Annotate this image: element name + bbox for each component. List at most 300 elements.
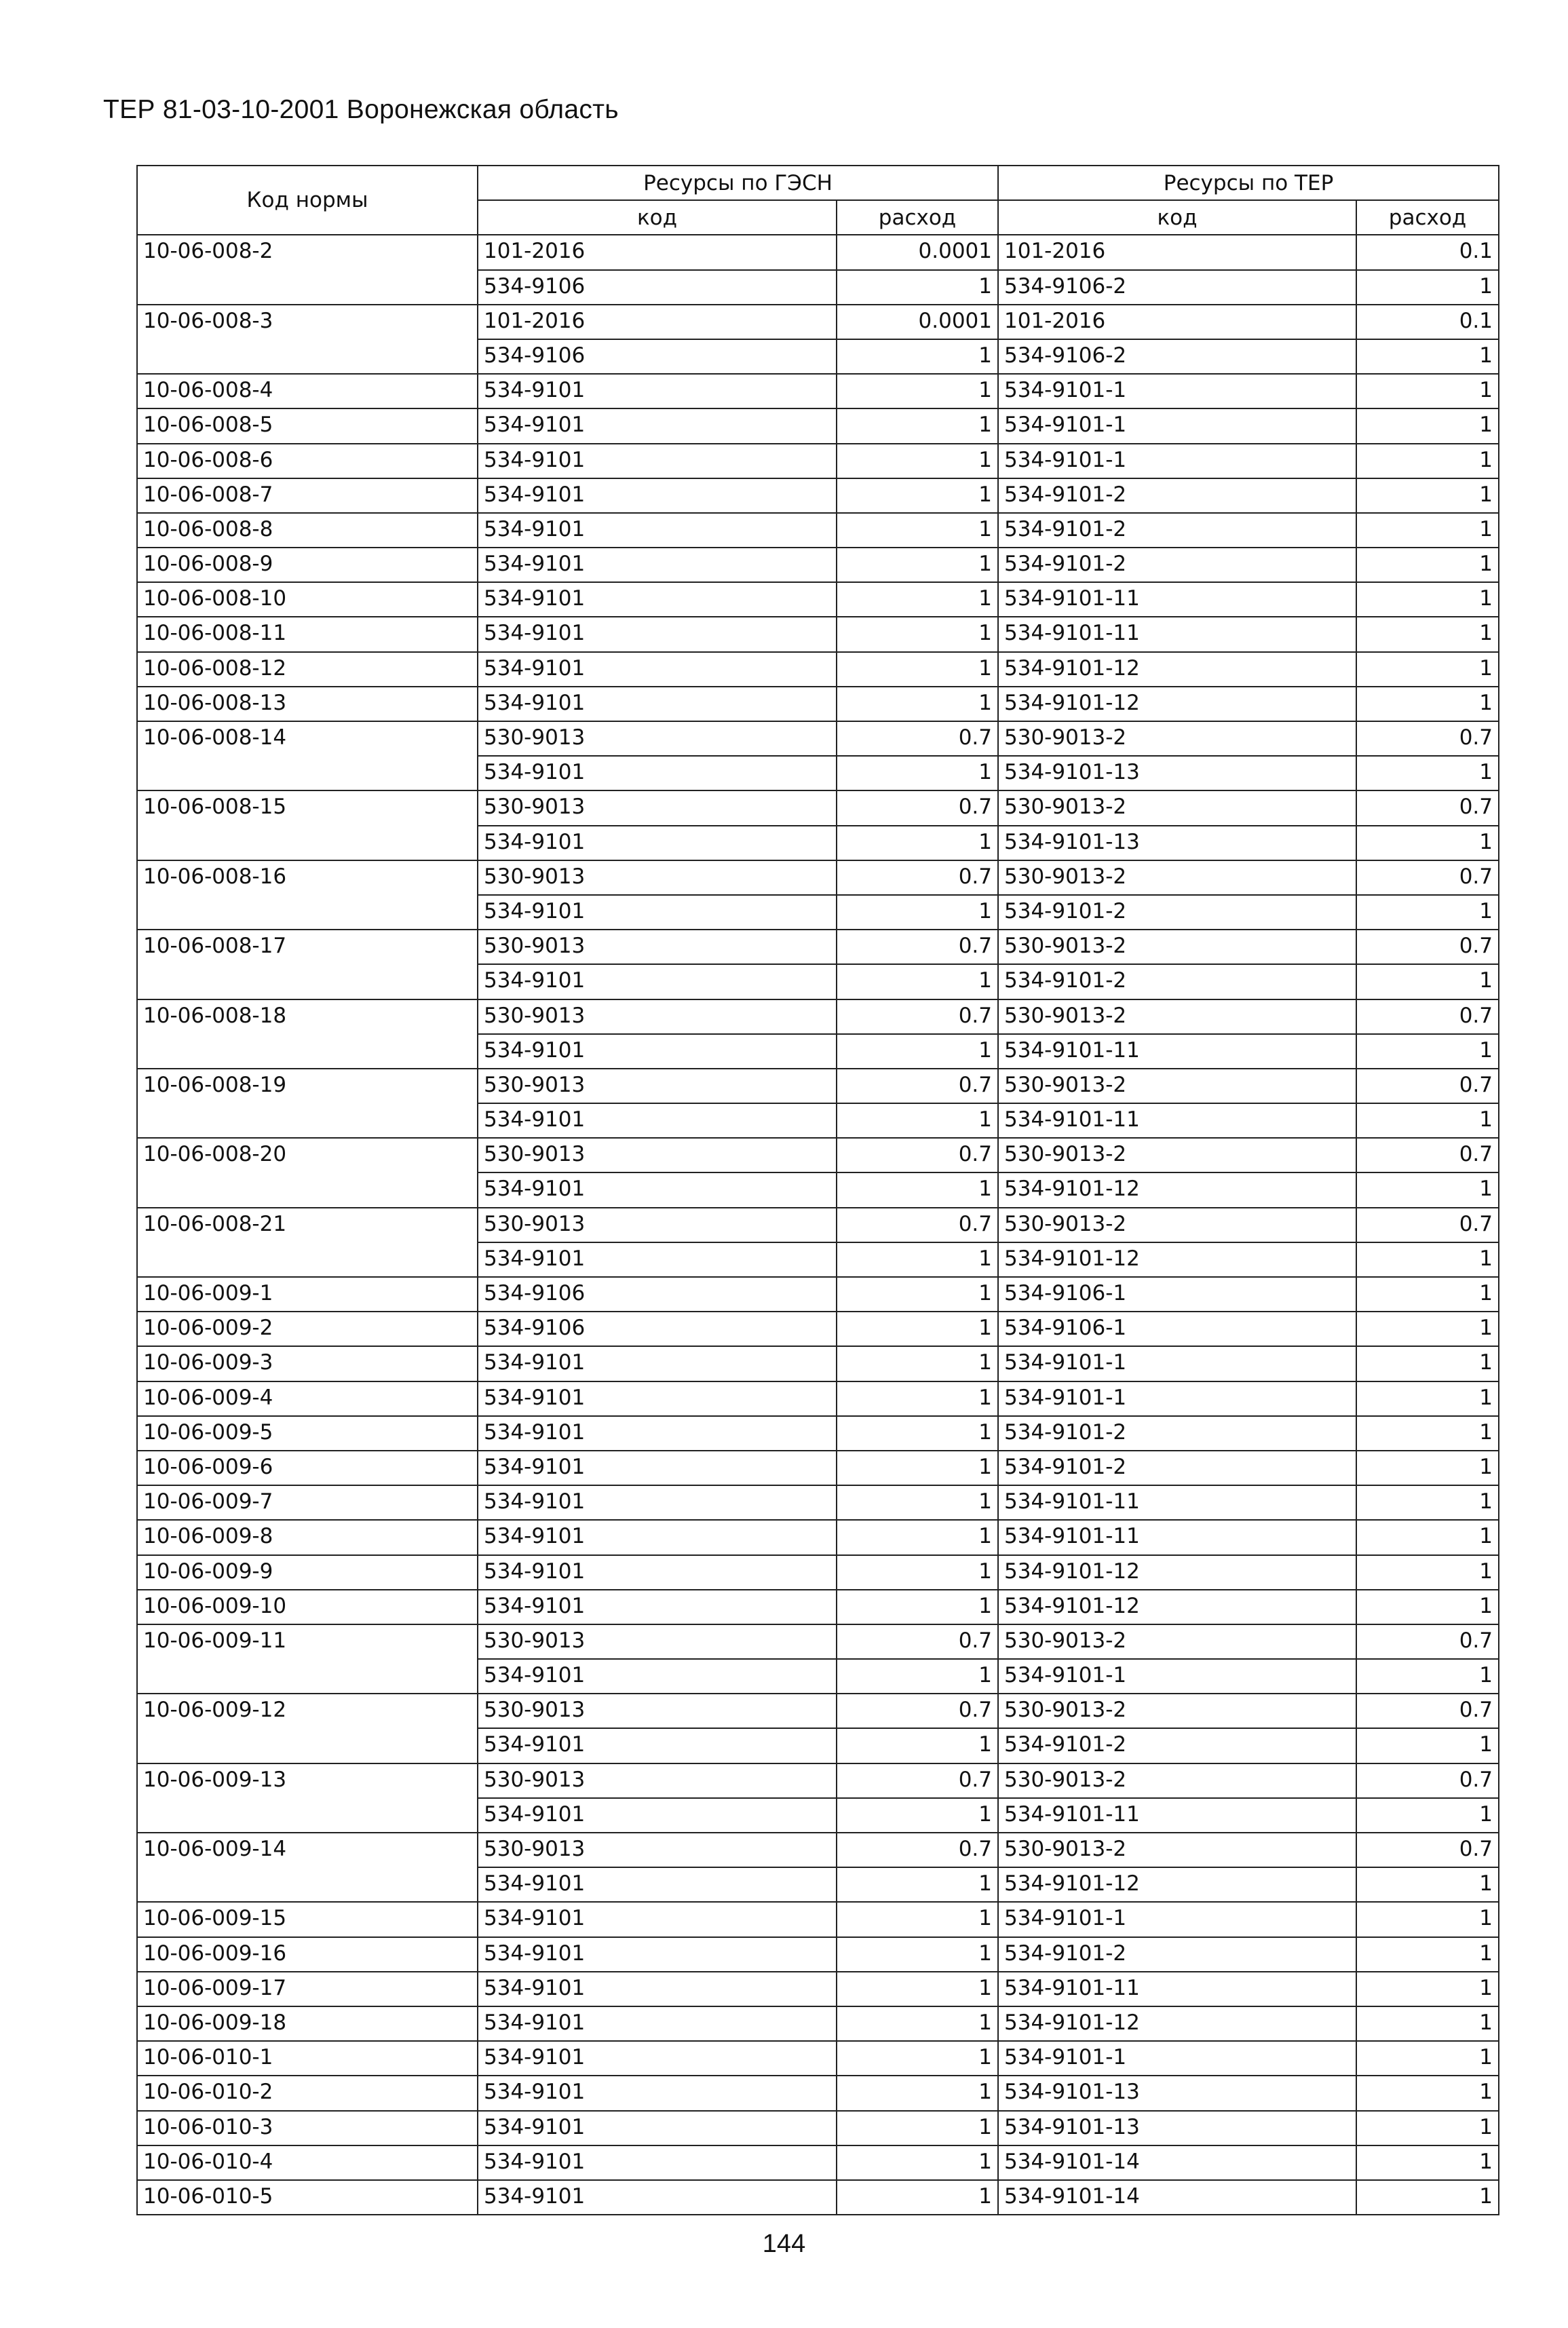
- gesn-code-cell: 534-9101: [478, 1972, 837, 2006]
- ter-consumption-cell: 1: [1356, 617, 1499, 651]
- gesn-consumption-cell: 1: [837, 1867, 998, 1902]
- ter-consumption-cell: 0.7: [1356, 790, 1499, 825]
- ter-code-cell: 534-9101-1: [998, 1381, 1356, 1416]
- header-norm-code: Код нормы: [137, 166, 478, 235]
- table-row: [137, 513, 1499, 548]
- ter-consumption-cell: 0.7: [1356, 860, 1499, 895]
- ter-consumption-cell: 1: [1356, 1867, 1499, 1902]
- gesn-consumption-cell: 1: [837, 1972, 998, 2006]
- ter-consumption-cell: 1: [1356, 1972, 1499, 2006]
- ter-code-cell: 530-9013-2: [998, 1624, 1356, 1659]
- table-row: [137, 444, 1499, 478]
- table-row: [137, 1520, 1499, 1554]
- norm-code-cell: 10-06-009-17: [137, 1972, 478, 2006]
- norm-code-cell: 10-06-009-7: [137, 1485, 478, 1520]
- norm-code-cell: 10-06-009-10: [137, 1590, 478, 1624]
- norm-code-cell: 10-06-009-9: [137, 1555, 478, 1590]
- gesn-code-cell: 534-9101: [478, 2111, 837, 2145]
- gesn-consumption-cell: 1: [837, 374, 998, 408]
- table-row: [137, 1624, 1499, 1659]
- ter-code-cell: 534-9101-11: [998, 1103, 1356, 1138]
- ter-consumption-cell: 1: [1356, 2111, 1499, 2145]
- gesn-consumption-cell: 0.7: [837, 860, 998, 895]
- gesn-code-cell: 534-9101: [478, 1937, 837, 1972]
- norm-code-cell: 10-06-009-2: [137, 1312, 478, 1346]
- gesn-code-cell: 534-9101: [478, 2145, 837, 2180]
- ter-code-cell: 534-9101-1: [998, 408, 1356, 443]
- ter-code-cell: 534-9106-2: [998, 270, 1356, 305]
- gesn-consumption-cell: 1: [837, 1451, 998, 1485]
- ter-code-cell: 530-9013-2: [998, 1763, 1356, 1798]
- gesn-code-cell: 534-9101: [478, 1520, 837, 1554]
- gesn-consumption-cell: 1: [837, 444, 998, 478]
- norm-code-cell: 10-06-008-18: [137, 999, 478, 1069]
- gesn-code-cell: 534-9101: [478, 548, 837, 582]
- ter-code-cell: 534-9101-12: [998, 1172, 1356, 1207]
- ter-consumption-cell: 1: [1356, 1172, 1499, 1207]
- table-row: [137, 2076, 1499, 2110]
- gesn-code-cell: 530-9013: [478, 1208, 837, 1242]
- ter-consumption-cell: 1: [1356, 478, 1499, 513]
- norm-code-cell: 10-06-008-17: [137, 930, 478, 999]
- gesn-code-cell: 530-9013: [478, 1694, 837, 1728]
- header-ter-consumption: расход: [1356, 200, 1499, 235]
- norm-code-cell: 10-06-008-12: [137, 652, 478, 687]
- norm-code-cell: 10-06-008-8: [137, 513, 478, 548]
- ter-code-cell: 534-9101-11: [998, 1520, 1356, 1554]
- ter-consumption-cell: 1: [1356, 1659, 1499, 1694]
- norm-code-cell: 10-06-008-6: [137, 444, 478, 478]
- gesn-code-cell: 534-9101: [478, 756, 837, 790]
- norm-code-cell: 10-06-008-14: [137, 721, 478, 790]
- ter-consumption-cell: 1: [1356, 1485, 1499, 1520]
- ter-code-cell: 534-9101-2: [998, 1937, 1356, 1972]
- ter-code-cell: 530-9013-2: [998, 930, 1356, 964]
- gesn-code-cell: 101-2016: [478, 305, 837, 339]
- table-header: [137, 166, 1499, 235]
- ter-consumption-cell: 0.7: [1356, 1138, 1499, 1172]
- ter-code-cell: 534-9101-11: [998, 1798, 1356, 1833]
- gesn-code-cell: 534-9101: [478, 1485, 837, 1520]
- page-number: 144: [762, 2230, 806, 2258]
- ter-consumption-cell: 1: [1356, 1798, 1499, 1833]
- gesn-consumption-cell: 1: [837, 582, 998, 617]
- ter-code-cell: 534-9101-1: [998, 2041, 1356, 2076]
- gesn-code-cell: 534-9101: [478, 1416, 837, 1451]
- gesn-code-cell: 534-9101: [478, 2041, 837, 2076]
- gesn-consumption-cell: 1: [837, 687, 998, 721]
- table-row: [137, 687, 1499, 721]
- gesn-consumption-cell: 0.0001: [837, 305, 998, 339]
- gesn-code-cell: 530-9013: [478, 999, 837, 1034]
- gesn-code-cell: 534-9101: [478, 1902, 837, 1936]
- table-row: [137, 1451, 1499, 1485]
- gesn-consumption-cell: 1: [837, 1277, 998, 1312]
- ter-consumption-cell: 1: [1356, 2006, 1499, 2041]
- norm-code-cell: 10-06-008-15: [137, 790, 478, 860]
- norm-code-cell: 10-06-009-5: [137, 1416, 478, 1451]
- ter-consumption-cell: 1: [1356, 652, 1499, 687]
- ter-consumption-cell: 1: [1356, 1902, 1499, 1936]
- ter-code-cell: 534-9101-1: [998, 1659, 1356, 1694]
- norm-code-cell: 10-06-008-13: [137, 687, 478, 721]
- gesn-code-cell: 534-9106: [478, 1277, 837, 1312]
- gesn-consumption-cell: 0.7: [837, 1138, 998, 1172]
- header-row-top: [137, 166, 1499, 200]
- gesn-consumption-cell: 1: [837, 2111, 998, 2145]
- ter-consumption-cell: 1: [1356, 374, 1499, 408]
- gesn-consumption-cell: 1: [837, 2145, 998, 2180]
- gesn-consumption-cell: 1: [837, 270, 998, 305]
- ter-consumption-cell: 0.7: [1356, 1833, 1499, 1867]
- table-row: [137, 999, 1499, 1034]
- norm-code-cell: 10-06-010-2: [137, 2076, 478, 2110]
- table-row: [137, 1138, 1499, 1172]
- gesn-code-cell: 534-9101: [478, 687, 837, 721]
- ter-code-cell: 534-9101-13: [998, 2076, 1356, 2110]
- ter-code-cell: 534-9101-11: [998, 1485, 1356, 1520]
- ter-code-cell: 534-9101-11: [998, 617, 1356, 651]
- table-row: [137, 408, 1499, 443]
- ter-code-cell: 534-9101-12: [998, 2006, 1356, 2041]
- gesn-consumption-cell: 1: [837, 826, 998, 860]
- gesn-code-cell: 530-9013: [478, 860, 837, 895]
- table-row: [137, 721, 1499, 756]
- table-row: [137, 2006, 1499, 2041]
- page-title: ТЕР 81-03-10-2001 Воронежская область: [103, 95, 619, 124]
- norm-code-cell: 10-06-008-7: [137, 478, 478, 513]
- table-row: [137, 2145, 1499, 2180]
- gesn-consumption-cell: 1: [837, 1103, 998, 1138]
- table-row: [137, 1208, 1499, 1242]
- ter-consumption-cell: 1: [1356, 1555, 1499, 1590]
- norm-code-cell: 10-06-010-1: [137, 2041, 478, 2076]
- gesn-code-cell: 534-9101: [478, 1590, 837, 1624]
- table-row: [137, 1485, 1499, 1520]
- ter-consumption-cell: 1: [1356, 1590, 1499, 1624]
- gesn-consumption-cell: 0.7: [837, 721, 998, 756]
- gesn-consumption-cell: 1: [837, 1798, 998, 1833]
- ter-code-cell: 530-9013-2: [998, 1833, 1356, 1867]
- table-row: [137, 374, 1499, 408]
- ter-consumption-cell: 1: [1356, 1103, 1499, 1138]
- norm-code-cell: 10-06-009-14: [137, 1833, 478, 1902]
- ter-code-cell: 534-9106-1: [998, 1312, 1356, 1346]
- norm-code-cell: 10-06-008-21: [137, 1208, 478, 1277]
- ter-consumption-cell: 1: [1356, 1242, 1499, 1277]
- ter-consumption-cell: 1: [1356, 1034, 1499, 1069]
- gesn-code-cell: 534-9101: [478, 895, 837, 930]
- gesn-code-cell: 530-9013: [478, 930, 837, 964]
- ter-consumption-cell: 1: [1356, 687, 1499, 721]
- ter-code-cell: 534-9101-2: [998, 513, 1356, 548]
- table-row: [137, 478, 1499, 513]
- ter-code-cell: 530-9013-2: [998, 790, 1356, 825]
- gesn-consumption-cell: 0.7: [837, 1208, 998, 1242]
- gesn-consumption-cell: 1: [837, 408, 998, 443]
- gesn-consumption-cell: 0.0001: [837, 235, 998, 269]
- norm-code-cell: 10-06-009-13: [137, 1763, 478, 1833]
- gesn-code-cell: 534-9101: [478, 1034, 837, 1069]
- gesn-consumption-cell: 1: [837, 617, 998, 651]
- table-row: [137, 1381, 1499, 1416]
- gesn-code-cell: 530-9013: [478, 1763, 837, 1798]
- ter-code-cell: 534-9101-13: [998, 826, 1356, 860]
- ter-consumption-cell: 1: [1356, 756, 1499, 790]
- ter-code-cell: 530-9013-2: [998, 721, 1356, 756]
- ter-code-cell: 534-9101-12: [998, 1555, 1356, 1590]
- norm-code-cell: 10-06-009-6: [137, 1451, 478, 1485]
- ter-code-cell: 530-9013-2: [998, 1208, 1356, 1242]
- ter-code-cell: 530-9013-2: [998, 999, 1356, 1034]
- gesn-code-cell: 534-9101: [478, 2006, 837, 2041]
- ter-code-cell: 534-9101-1: [998, 374, 1356, 408]
- gesn-consumption-cell: 0.7: [837, 930, 998, 964]
- norm-code-cell: 10-06-009-1: [137, 1277, 478, 1312]
- resources-table: [136, 165, 1499, 2215]
- gesn-consumption-cell: 1: [837, 2180, 998, 2215]
- ter-code-cell: 534-9101-12: [998, 1242, 1356, 1277]
- ter-code-cell: 534-9101-14: [998, 2145, 1356, 2180]
- gesn-code-cell: 534-9101: [478, 1242, 837, 1277]
- ter-consumption-cell: 1: [1356, 582, 1499, 617]
- ter-code-cell: 534-9101-2: [998, 964, 1356, 999]
- gesn-code-cell: 534-9101: [478, 513, 837, 548]
- gesn-consumption-cell: 1: [837, 1937, 998, 1972]
- table-row: [137, 2111, 1499, 2145]
- table-row: [137, 1277, 1499, 1312]
- ter-code-cell: 534-9101-12: [998, 652, 1356, 687]
- ter-consumption-cell: 0.1: [1356, 235, 1499, 269]
- ter-code-cell: 534-9101-1: [998, 1346, 1356, 1381]
- ter-consumption-cell: 1: [1356, 1937, 1499, 1972]
- header-ter-code: код: [998, 200, 1356, 235]
- gesn-code-cell: 534-9101: [478, 408, 837, 443]
- gesn-consumption-cell: 1: [837, 2006, 998, 2041]
- norm-code-cell: 10-06-009-16: [137, 1937, 478, 1972]
- gesn-consumption-cell: 1: [837, 1242, 998, 1277]
- gesn-code-cell: 534-9101: [478, 2076, 837, 2110]
- ter-code-cell: 534-9101-12: [998, 687, 1356, 721]
- ter-code-cell: 534-9101-2: [998, 895, 1356, 930]
- ter-consumption-cell: 1: [1356, 513, 1499, 548]
- table-row: [137, 930, 1499, 964]
- gesn-consumption-cell: 0.7: [837, 1694, 998, 1728]
- ter-consumption-cell: 0.7: [1356, 999, 1499, 1034]
- gesn-consumption-cell: 1: [837, 339, 998, 374]
- ter-code-cell: 534-9101-2: [998, 1728, 1356, 1763]
- ter-consumption-cell: 1: [1356, 2076, 1499, 2110]
- ter-consumption-cell: 1: [1356, 2180, 1499, 2215]
- gesn-consumption-cell: 1: [837, 1172, 998, 1207]
- norm-code-cell: 10-06-008-2: [137, 235, 478, 304]
- ter-consumption-cell: 1: [1356, 2145, 1499, 2180]
- table-row: [137, 1346, 1499, 1381]
- table-row: [137, 1312, 1499, 1346]
- gesn-consumption-cell: 1: [837, 548, 998, 582]
- gesn-code-cell: 534-9101: [478, 444, 837, 478]
- ter-code-cell: 534-9101-2: [998, 548, 1356, 582]
- ter-code-cell: 534-9101-11: [998, 1034, 1356, 1069]
- ter-consumption-cell: 1: [1356, 1346, 1499, 1381]
- ter-consumption-cell: 1: [1356, 1520, 1499, 1554]
- ter-code-cell: 534-9101-14: [998, 2180, 1356, 2215]
- gesn-code-cell: 534-9101: [478, 478, 837, 513]
- table-body: [137, 235, 1499, 2215]
- gesn-code-cell: 530-9013: [478, 1624, 837, 1659]
- gesn-code-cell: 534-9101: [478, 1659, 837, 1694]
- ter-code-cell: 534-9101-2: [998, 1416, 1356, 1451]
- ter-consumption-cell: 0.1: [1356, 305, 1499, 339]
- gesn-consumption-cell: 1: [837, 1728, 998, 1763]
- table-row: [137, 1972, 1499, 2006]
- gesn-consumption-cell: 0.7: [837, 1763, 998, 1798]
- table-row: [137, 2180, 1499, 2215]
- gesn-code-cell: 530-9013: [478, 1069, 837, 1103]
- gesn-code-cell: 534-9101: [478, 1555, 837, 1590]
- ter-consumption-cell: 1: [1356, 548, 1499, 582]
- gesn-code-cell: 534-9106: [478, 270, 837, 305]
- gesn-code-cell: 534-9101: [478, 617, 837, 651]
- gesn-code-cell: 530-9013: [478, 1138, 837, 1172]
- gesn-consumption-cell: 1: [837, 478, 998, 513]
- ter-consumption-cell: 1: [1356, 1728, 1499, 1763]
- gesn-code-cell: 534-9101: [478, 582, 837, 617]
- ter-code-cell: 534-9101-1: [998, 444, 1356, 478]
- table-row: [137, 1069, 1499, 1103]
- norm-code-cell: 10-06-009-11: [137, 1624, 478, 1694]
- ter-code-cell: 530-9013-2: [998, 1069, 1356, 1103]
- ter-consumption-cell: 0.7: [1356, 1763, 1499, 1798]
- gesn-consumption-cell: 1: [837, 1902, 998, 1936]
- table-row: [137, 305, 1499, 339]
- gesn-code-cell: 101-2016: [478, 235, 837, 269]
- ter-consumption-cell: 1: [1356, 826, 1499, 860]
- norm-code-cell: 10-06-008-11: [137, 617, 478, 651]
- norm-code-cell: 10-06-009-4: [137, 1381, 478, 1416]
- gesn-code-cell: 534-9101: [478, 1346, 837, 1381]
- gesn-consumption-cell: 0.7: [837, 1833, 998, 1867]
- gesn-consumption-cell: 1: [837, 652, 998, 687]
- gesn-code-cell: 534-9106: [478, 339, 837, 374]
- gesn-consumption-cell: 0.7: [837, 999, 998, 1034]
- gesn-consumption-cell: 1: [837, 2041, 998, 2076]
- ter-code-cell: 534-9106-1: [998, 1277, 1356, 1312]
- table-row: [137, 2041, 1499, 2076]
- table-row: [137, 1590, 1499, 1624]
- gesn-code-cell: 530-9013: [478, 1833, 837, 1867]
- gesn-code-cell: 534-9101: [478, 1103, 837, 1138]
- ter-consumption-cell: 1: [1356, 1381, 1499, 1416]
- ter-consumption-cell: 1: [1356, 964, 1499, 999]
- gesn-consumption-cell: 1: [837, 2076, 998, 2110]
- ter-consumption-cell: 1: [1356, 339, 1499, 374]
- ter-code-cell: 534-9101-2: [998, 478, 1356, 513]
- ter-code-cell: 534-9101-11: [998, 582, 1356, 617]
- gesn-consumption-cell: 0.7: [837, 1069, 998, 1103]
- gesn-code-cell: 534-9101: [478, 1728, 837, 1763]
- ter-consumption-cell: 1: [1356, 895, 1499, 930]
- gesn-consumption-cell: 1: [837, 1034, 998, 1069]
- gesn-consumption-cell: 1: [837, 1520, 998, 1554]
- gesn-code-cell: 530-9013: [478, 721, 837, 756]
- gesn-code-cell: 534-9101: [478, 964, 837, 999]
- ter-consumption-cell: 1: [1356, 1451, 1499, 1485]
- gesn-code-cell: 534-9101: [478, 826, 837, 860]
- ter-code-cell: 534-9101-12: [998, 1590, 1356, 1624]
- norm-code-cell: 10-06-008-16: [137, 860, 478, 930]
- ter-code-cell: 530-9013-2: [998, 860, 1356, 895]
- ter-consumption-cell: 0.7: [1356, 1624, 1499, 1659]
- ter-code-cell: 101-2016: [998, 305, 1356, 339]
- ter-code-cell: 530-9013-2: [998, 1138, 1356, 1172]
- norm-code-cell: 10-06-010-4: [137, 2145, 478, 2180]
- gesn-code-cell: 534-9101: [478, 374, 837, 408]
- gesn-code-cell: 534-9101: [478, 1867, 837, 1902]
- header-gesn-resources: Ресурсы по ГЭСН: [478, 166, 998, 200]
- header-gesn-consumption: расход: [837, 200, 998, 235]
- gesn-consumption-cell: 1: [837, 1416, 998, 1451]
- ter-consumption-cell: 1: [1356, 444, 1499, 478]
- gesn-code-cell: 534-9101: [478, 1451, 837, 1485]
- gesn-code-cell: 534-9101: [478, 2180, 837, 2215]
- table-row: [137, 790, 1499, 825]
- norm-code-cell: 10-06-008-4: [137, 374, 478, 408]
- ter-consumption-cell: 0.7: [1356, 1208, 1499, 1242]
- gesn-consumption-cell: 1: [837, 964, 998, 999]
- norm-code-cell: 10-06-009-18: [137, 2006, 478, 2041]
- table-row: [137, 582, 1499, 617]
- ter-code-cell: 534-9101-13: [998, 756, 1356, 790]
- norm-code-cell: 10-06-008-3: [137, 305, 478, 374]
- ter-consumption-cell: 1: [1356, 1416, 1499, 1451]
- ter-code-cell: 534-9101-13: [998, 2111, 1356, 2145]
- ter-consumption-cell: 0.7: [1356, 1069, 1499, 1103]
- norm-code-cell: 10-06-009-12: [137, 1694, 478, 1763]
- gesn-consumption-cell: 1: [837, 1312, 998, 1346]
- ter-code-cell: 534-9101-12: [998, 1867, 1356, 1902]
- ter-consumption-cell: 0.7: [1356, 1694, 1499, 1728]
- ter-consumption-cell: 0.7: [1356, 721, 1499, 756]
- gesn-consumption-cell: 1: [837, 1485, 998, 1520]
- ter-consumption-cell: 1: [1356, 408, 1499, 443]
- norm-code-cell: 10-06-009-3: [137, 1346, 478, 1381]
- gesn-consumption-cell: 1: [837, 1381, 998, 1416]
- table-row: [137, 860, 1499, 895]
- gesn-consumption-cell: 1: [837, 895, 998, 930]
- table-row: [137, 1833, 1499, 1867]
- table-row: [137, 617, 1499, 651]
- norm-code-cell: 10-06-008-20: [137, 1138, 478, 1207]
- ter-code-cell: 534-9106-2: [998, 339, 1356, 374]
- gesn-consumption-cell: 1: [837, 1590, 998, 1624]
- ter-code-cell: 530-9013-2: [998, 1694, 1356, 1728]
- ter-consumption-cell: 1: [1356, 270, 1499, 305]
- table-row: [137, 1902, 1499, 1936]
- norm-code-cell: 10-06-008-9: [137, 548, 478, 582]
- ter-code-cell: 101-2016: [998, 235, 1356, 269]
- norm-code-cell: 10-06-008-10: [137, 582, 478, 617]
- gesn-consumption-cell: 0.7: [837, 790, 998, 825]
- table-row: [137, 1555, 1499, 1590]
- ter-consumption-cell: 0.7: [1356, 930, 1499, 964]
- gesn-code-cell: 534-9101: [478, 652, 837, 687]
- gesn-consumption-cell: 0.7: [837, 1624, 998, 1659]
- table-row: [137, 548, 1499, 582]
- gesn-code-cell: 534-9106: [478, 1312, 837, 1346]
- table-row: [137, 235, 1499, 269]
- ter-code-cell: 534-9101-2: [998, 1451, 1356, 1485]
